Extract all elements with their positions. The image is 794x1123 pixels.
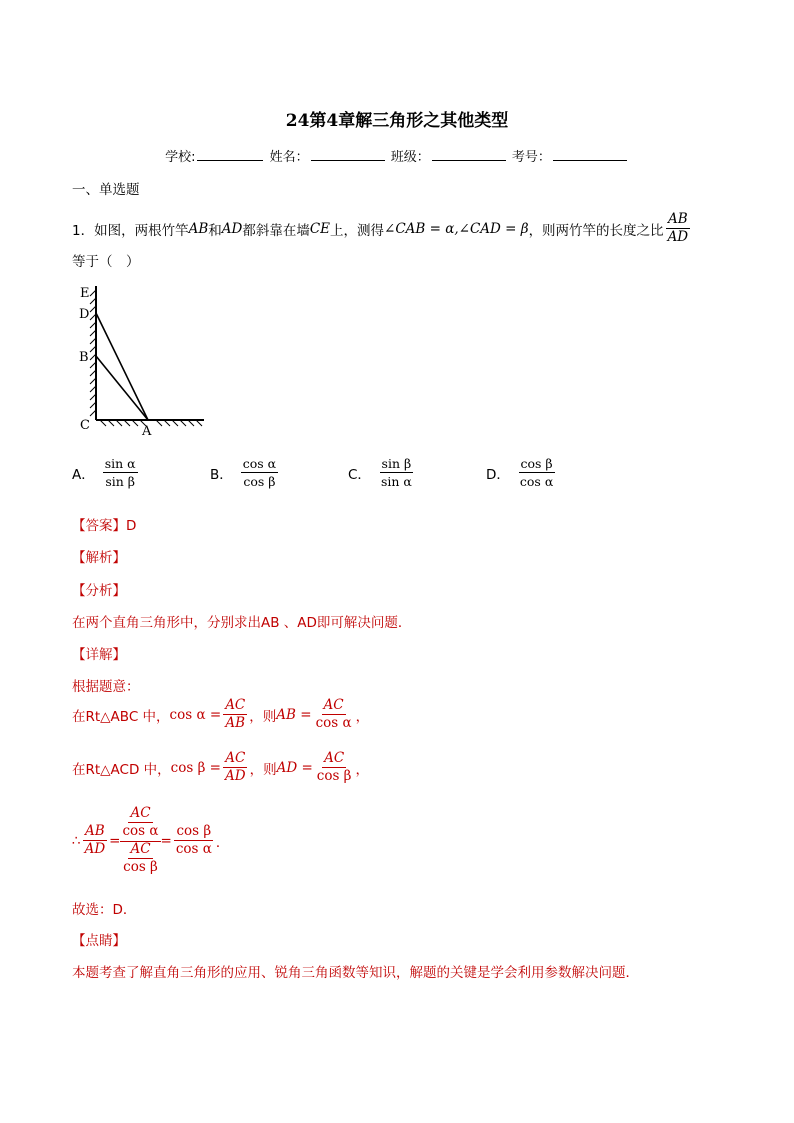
line1-lhs: AB = — [276, 706, 312, 723]
page-title: 24第4章解三角形之其他类型 — [285, 111, 509, 131]
line1-den2: cos α — [315, 715, 352, 731]
therefore-line — [72, 806, 229, 875]
class-blank[interactable] — [432, 148, 506, 161]
option-b[interactable] — [210, 456, 280, 489]
option-b-den: cos β — [243, 474, 276, 489]
question-ab: AB — [188, 220, 209, 237]
label-e: E — [80, 286, 90, 301]
analysis-label: 【解析】 — [72, 550, 126, 566]
choose-line: 故选：D． — [72, 902, 137, 918]
option-d[interactable] — [486, 456, 557, 489]
compound-top-num: AC — [130, 805, 151, 821]
question-ad: AD — [221, 220, 243, 237]
fenxi-label: 【分析】 — [72, 583, 126, 599]
label-d: D — [79, 307, 90, 322]
detail-intro: 根据题意： — [72, 679, 140, 695]
therefore-end: ． — [215, 834, 230, 851]
question-line2: 等于（ ） — [72, 254, 140, 270]
line1-end: ， — [355, 708, 370, 725]
line1-den: AB — [225, 715, 246, 731]
option-c-den: sin α — [380, 474, 412, 489]
line2-prefix: 在Rt△ACD 中， — [72, 761, 171, 778]
name-blank[interactable] — [311, 148, 385, 161]
line2-den2: cos β — [316, 768, 352, 784]
line2-frac — [223, 751, 248, 784]
exam-no-label: 考号： — [511, 150, 551, 165]
question-angles: ∠CAB = α,∠CAD = β — [384, 220, 529, 237]
line2-num2: AC — [324, 750, 345, 766]
option-c[interactable] — [348, 456, 416, 489]
therefore-eq: = — [109, 832, 121, 849]
option-b-num: cos α — [242, 456, 277, 471]
question-prefix: 1．如图，两根竹竿 — [72, 222, 189, 239]
option-a-num: sin α — [104, 456, 136, 471]
line1-then: ，则 — [249, 708, 277, 725]
option-a-letter: A． — [72, 466, 95, 483]
answer-line — [72, 514, 136, 534]
line2-then: ，则 — [249, 761, 277, 778]
student-info-line — [0, 146, 794, 165]
answer-label: 【答案】 — [72, 518, 126, 534]
line2-frac2 — [315, 751, 354, 784]
compound-bottom-den: cos β — [123, 859, 158, 875]
option-d-num: cos β — [520, 456, 553, 471]
line2-num: AC — [225, 750, 246, 766]
label-b: B — [79, 350, 89, 365]
school-label: 学校: — [165, 150, 196, 165]
answer-value: D — [126, 518, 137, 534]
compound-top — [120, 806, 160, 842]
line1-prefix: 在Rt△ABC 中， — [72, 708, 170, 725]
name-label: 姓名： — [269, 150, 309, 165]
therefore-compound-fraction — [120, 806, 160, 875]
result-num: cos β — [176, 823, 212, 839]
ratio-denominator: AD — [667, 229, 689, 245]
therefore-den: AD — [84, 841, 106, 857]
comment-label: 【点睛】 — [72, 933, 126, 949]
detail-label: 【详解】 — [72, 647, 126, 663]
line2-lhs: AD = — [276, 759, 313, 776]
line2-end: ， — [355, 761, 369, 778]
option-c-num: sin β — [381, 456, 412, 471]
line2-cos: cos β = — [170, 759, 221, 776]
compound-top-den: cos α — [122, 823, 159, 839]
question-mid2: 上，测得 — [330, 222, 385, 239]
option-d-fraction — [518, 456, 555, 489]
option-b-letter: B． — [210, 466, 233, 483]
exam-no-blank[interactable] — [553, 148, 627, 161]
therefore-eq2: = — [160, 832, 172, 849]
compound-bottom-num: AC — [130, 841, 151, 857]
ratio-numerator: AB — [668, 211, 688, 227]
option-b-fraction — [241, 456, 278, 489]
result-den: cos α — [175, 841, 212, 857]
line1-cos: cos α = — [169, 706, 222, 723]
option-a-fraction — [103, 456, 138, 489]
line1-num2: AC — [323, 697, 344, 713]
label-a: A — [142, 424, 152, 439]
detail-line-1 — [72, 698, 369, 731]
line1-num: AC — [225, 697, 246, 713]
comment-text: 本题考查了解直角三角形的应用、锐角三角函数等知识，解题的关键是学会利用参数解决问题． — [72, 965, 639, 981]
school-blank[interactable] — [197, 148, 263, 161]
detail-line-2 — [72, 751, 369, 784]
question-mid3: ，则两竹竿的长度之比 — [528, 222, 664, 239]
question-ratio — [666, 212, 691, 245]
question-stem — [72, 212, 692, 245]
line1-frac2 — [314, 698, 354, 731]
option-d-letter: D． — [486, 466, 510, 483]
class-label: 班级： — [390, 150, 430, 165]
therefore-num: AB — [85, 823, 105, 839]
label-c: C — [80, 418, 90, 433]
question-mid: 都斜靠在墙 — [242, 222, 310, 239]
section-heading: 一、单选题 — [72, 182, 140, 198]
geometry-figure — [72, 282, 212, 442]
therefore-lhs — [83, 824, 108, 857]
therefore-symbol: ∴ — [72, 832, 81, 849]
question-ce: CE — [309, 220, 331, 237]
line1-frac — [223, 698, 247, 731]
option-c-fraction — [379, 456, 414, 489]
line2-den: AD — [225, 768, 246, 784]
compound-bottom — [121, 842, 160, 875]
therefore-result — [174, 824, 214, 857]
option-a[interactable] — [72, 456, 140, 489]
option-d-den: cos α — [519, 474, 554, 489]
question-and: 和 — [208, 222, 222, 239]
option-a-den: sin β — [105, 474, 136, 489]
option-c-letter: C． — [348, 466, 371, 483]
fenxi-text: 在两个直角三角形中，分别求出AB 、AD即可解决问题． — [72, 615, 412, 631]
